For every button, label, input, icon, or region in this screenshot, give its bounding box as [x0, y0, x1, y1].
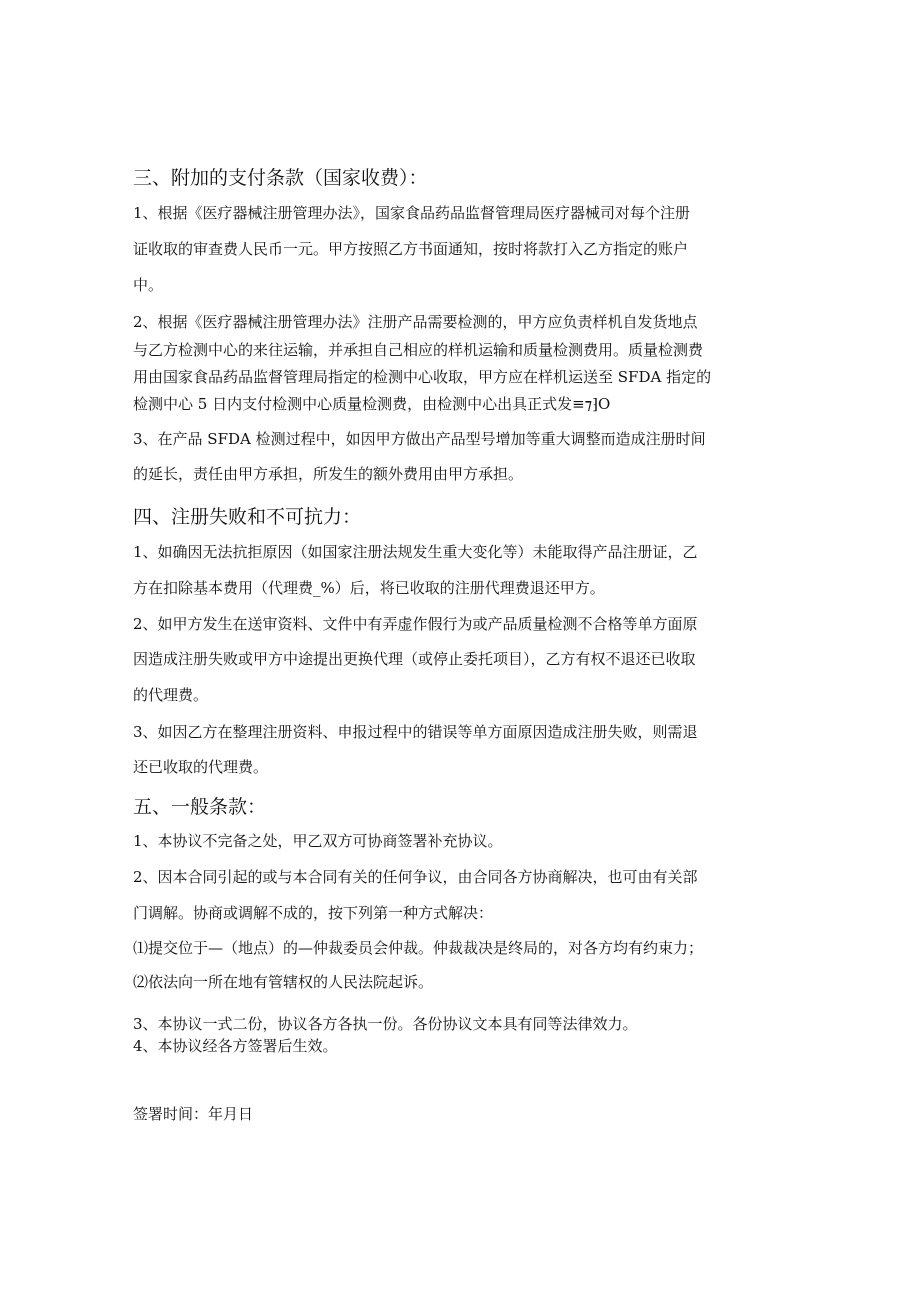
s3-item1-line2: 证收取的审查费人民币一元。甲方按照乙方书面通知，按时将款打入乙方指定的账户 [133, 240, 689, 258]
s5-item2-line1: 2、因本合同引起的或与本合同有关的任何争议，由合同各方协商解决，也可由有关部 [133, 868, 698, 886]
section3-heading: 三、附加的支付条款（国家收费）： [133, 167, 428, 189]
s4-item2-line2: 因造成注册失败或甲方中途提出更换代理（或停止委托项目），乙方有权不退还已收取 [133, 650, 696, 668]
s4-item1-line2: 方在扣除基本费用（代理费_%）后，将已收取的注册代理费退还甲方。 [133, 579, 605, 597]
s3-item2-line1: 2、根据《医疗器械注册管理办法》注册产品需要检测的，甲方应负责样机自发货地点 [133, 313, 698, 331]
s3-item2-line3: 用由国家食品药品监督管理局指定的检测中心收取，甲方应在样机运送至 SFDA 指定的 [133, 368, 712, 386]
s5-item4: 4、本协议经各方签署后生效。 [133, 1037, 338, 1055]
s3-item2-line2: 与乙方检测中心的来往运输，并承担自己相应的样机运输和质量检测费用。质量检测费 [133, 341, 704, 359]
s3-item3-line2: 的延长，责任由甲方承担，所发生的额外费用由甲方承担。 [133, 465, 524, 483]
s3-item3-line1: 3、在产品 SFDA 检测过程中，如因甲方做出产品型号增加等重大调整而造成注册时间 [133, 430, 706, 448]
s5-option2: ⑵依法向一所在地有管辖权的人民法院起诉。 [133, 973, 434, 991]
s5-item1: 1、本协议不完备之处，甲乙双方可协商签署补充协议。 [133, 832, 503, 850]
s3-item1-line3: 中。 [133, 276, 164, 294]
s3-item1-line1: 1、根据《医疗器械注册管理办法》，国家食品药品监督管理局医疗器械司对每个注册 [133, 204, 691, 222]
signature-date-label: 签署时间：年月日 [133, 1105, 254, 1123]
section4-heading: 四、注册失败和不可抗力： [133, 506, 362, 528]
s4-item2-line1: 2、如甲方发生在送审资料、文件中有弄虚作假行为或产品质量检测不合格等单方面原 [133, 615, 698, 633]
s5-item3: 3、本协议一式二份，协议各方各执一份。各份协议文本具有同等法律效力。 [133, 1015, 638, 1033]
s3-item2-line4: 检测中心 5 日内支付检测中心质量检测费，由检测中心出具正式发≡⁊⁆O [133, 395, 611, 413]
s4-item1-line1: 1、如确因无法抗拒原因（如国家注册法规发生重大变化等）未能取得产品注册证，乙 [133, 543, 698, 561]
s4-item3-line1: 3、如因乙方在整理注册资料、申报过程中的错误等单方面原因造成注册失败，则需退 [133, 723, 698, 741]
section5-heading: 五、一般条款： [133, 796, 267, 818]
s5-item2-line2: 门调解。协商或调解不成的，按下列第一种方式解决： [133, 904, 494, 922]
s5-option1: ⑴提交位于—（地点）的—仲裁委员会仲裁。仲裁裁决是终局的，对各方均有约束力； [133, 939, 704, 957]
s4-item2-line3: 的代理费。 [133, 686, 209, 704]
s4-item3-line2: 还已收取的代理费。 [133, 758, 269, 776]
